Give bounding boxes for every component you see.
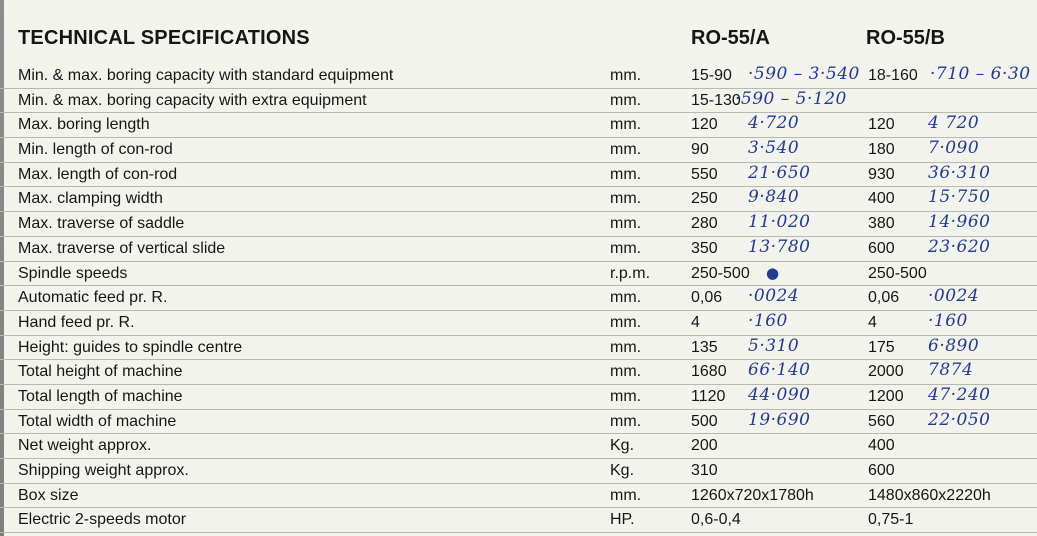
handwritten-note-a: ·0024 — [748, 286, 800, 307]
spec-value-a: 120 — [691, 116, 718, 134]
handwritten-note-a: ·590 – 5·120 — [735, 88, 847, 109]
spec-value-b: 1480x860x2220h — [868, 486, 991, 504]
spec-unit: mm. — [610, 190, 642, 208]
spec-label: Net weight approx. — [18, 437, 152, 455]
handwritten-note-b: ·710 – 6·30 — [930, 64, 1031, 84]
spec-row — [0, 237, 1037, 262]
spec-value-b: 180 — [868, 141, 895, 159]
spec-row — [0, 459, 1037, 484]
spec-unit: mm. — [610, 363, 642, 381]
model-b-header: RO-55/B — [866, 27, 945, 49]
handwritten-note-a: 9·840 — [748, 187, 800, 208]
handwritten-note-a: 3·540 — [748, 138, 800, 159]
spec-unit: mm. — [610, 412, 642, 430]
handwritten-note-b: 14·960 — [928, 212, 991, 233]
handwritten-note-b: ·160 — [928, 310, 968, 331]
spec-value-b: 560 — [868, 412, 895, 430]
spec-row — [0, 360, 1037, 385]
spec-row — [0, 434, 1037, 459]
spec-unit: Kg. — [610, 462, 635, 479]
spec-value-b: 0,06 — [868, 289, 900, 307]
spec-unit: mm. — [610, 289, 642, 307]
spec-unit: mm. — [610, 116, 642, 134]
spec-unit: HP. — [610, 511, 635, 529]
spec-row — [0, 336, 1037, 361]
spec-unit: mm. — [610, 91, 642, 109]
model-a-header: RO-55/A — [691, 27, 770, 49]
spec-value-b: 380 — [868, 215, 895, 233]
handwritten-note-b: 6·890 — [928, 335, 980, 356]
page-title: TECHNICAL SPECIFICATIONS — [18, 27, 310, 49]
spec-value-a: 4 — [691, 313, 700, 331]
spec-label: Total width of machine — [18, 412, 177, 430]
spec-value-a: 250-500 — [691, 264, 750, 282]
spec-value-b: 1200 — [868, 387, 904, 405]
spec-unit: mm. — [610, 338, 642, 356]
spec-unit: mm. — [610, 387, 642, 405]
handwritten-note-b: ·0024 — [928, 286, 980, 307]
spec-row — [0, 64, 1037, 89]
spec-unit: mm. — [610, 313, 642, 331]
spec-label: Automatic feed pr. R. — [18, 289, 168, 307]
spec-value-b: 930 — [868, 165, 895, 183]
handwritten-note-b: 23·620 — [928, 236, 991, 257]
spec-value-a: 350 — [691, 239, 718, 257]
handwritten-note-b: 36·310 — [928, 162, 991, 183]
handwritten-note-a: ·160 — [748, 310, 788, 331]
spec-value-b: 250-500 — [868, 264, 927, 282]
spec-row — [0, 89, 1037, 114]
spec-label: Min. length of con-rod — [18, 141, 173, 159]
spec-label: Box size — [18, 486, 79, 504]
spec-unit: mm. — [610, 239, 642, 257]
spec-label: Min. & max. boring capacity with standard equipment — [18, 67, 394, 84]
spec-value-b: 175 — [868, 338, 895, 356]
handwritten-note-a: 44·090 — [748, 384, 811, 405]
spec-row — [0, 410, 1037, 435]
spec-unit: mm. — [610, 486, 642, 504]
spec-label: Max. clamping width — [18, 190, 163, 208]
spec-value-b: 0,75-1 — [868, 511, 914, 529]
spec-row — [0, 262, 1037, 287]
spec-value-b: 400 — [868, 437, 895, 455]
spec-row — [0, 286, 1037, 311]
spec-unit: r.p.m. — [610, 264, 651, 282]
handwritten-note-a: 19·690 — [748, 409, 811, 430]
spec-row — [0, 484, 1037, 509]
spec-value-b: 18-160 — [868, 67, 918, 84]
spec-unit: mm. — [610, 141, 642, 159]
handwritten-note-b: 7874 — [928, 360, 974, 381]
spec-value-a: 250 — [691, 190, 718, 208]
handwritten-note-a: ·590 – 3·540 — [748, 64, 860, 84]
spec-value-a: 15-90 — [691, 67, 732, 84]
spec-label: Min. & max. boring capacity with extra equipment — [18, 91, 367, 109]
spec-row — [0, 138, 1037, 163]
spec-label: Electric 2-speeds motor — [18, 511, 187, 529]
spec-value-b: 120 — [868, 116, 895, 134]
spec-value-a: 310 — [691, 462, 718, 479]
spec-unit: mm. — [610, 67, 642, 84]
spec-row — [0, 311, 1037, 336]
spec-value-a: 90 — [691, 141, 709, 159]
spec-value-a: 280 — [691, 215, 718, 233]
spec-value-b: 600 — [868, 239, 895, 257]
spec-row — [0, 113, 1037, 138]
handwritten-note-b: 7·090 — [928, 138, 980, 159]
spec-label: Max. traverse of vertical slide — [18, 239, 226, 257]
handwritten-note-a: 66·140 — [748, 360, 811, 381]
spec-label: Total length of machine — [18, 387, 183, 405]
spec-value-a: 200 — [691, 437, 718, 455]
spec-row — [0, 385, 1037, 410]
spec-value-a: 1260x720x1780h — [691, 486, 814, 504]
spec-label: Max. boring length — [18, 116, 150, 134]
spec-unit: mm. — [610, 215, 642, 233]
handwritten-note-a: 5·310 — [748, 335, 800, 356]
spec-label: Total height of machine — [18, 363, 183, 381]
handwritten-note-b: 47·240 — [928, 384, 991, 405]
spec-value-a: 135 — [691, 338, 718, 356]
spec-label: Max. traverse of saddle — [18, 215, 185, 233]
spec-table — [0, 64, 1037, 533]
spec-label: Max. length of con-rod — [18, 165, 178, 183]
handwritten-note-b: 4 720 — [928, 113, 980, 134]
handwritten-note-a: 4·720 — [748, 113, 800, 134]
spec-value-a: 500 — [691, 412, 718, 430]
spec-value-b: 400 — [868, 190, 895, 208]
handwritten-note-a: 21·650 — [748, 162, 811, 183]
spec-row — [0, 163, 1037, 188]
spec-value-a: 15-130 — [691, 91, 741, 109]
spec-row — [0, 187, 1037, 212]
spec-label: Hand feed pr. R. — [18, 313, 135, 331]
spec-value-b: 2000 — [868, 363, 904, 381]
spec-row — [0, 508, 1037, 533]
spec-label: Shipping weight approx. — [18, 462, 189, 479]
spec-value-a: 1680 — [691, 363, 727, 381]
spec-unit: mm. — [610, 165, 642, 183]
spec-value-a: 0,06 — [691, 289, 723, 307]
spec-value-a: 550 — [691, 165, 718, 183]
handwritten-note-b: 15·750 — [928, 187, 991, 208]
handwritten-note-a: 13·780 — [748, 236, 811, 257]
spec-value-a: 1120 — [691, 387, 726, 405]
handwritten-note-a: ● — [766, 263, 780, 282]
spec-value-b: 4 — [868, 313, 877, 331]
spec-unit: Kg. — [610, 437, 635, 455]
handwritten-note-a: 11·020 — [748, 212, 811, 233]
spec-label: Height: guides to spindle centre — [18, 338, 243, 356]
spec-label: Spindle speeds — [18, 264, 128, 282]
handwritten-note-b: 22·050 — [928, 409, 991, 430]
spec-row — [0, 212, 1037, 237]
spec-value-a: 0,6-0,4 — [691, 511, 741, 529]
spec-value-b: 600 — [868, 462, 895, 479]
